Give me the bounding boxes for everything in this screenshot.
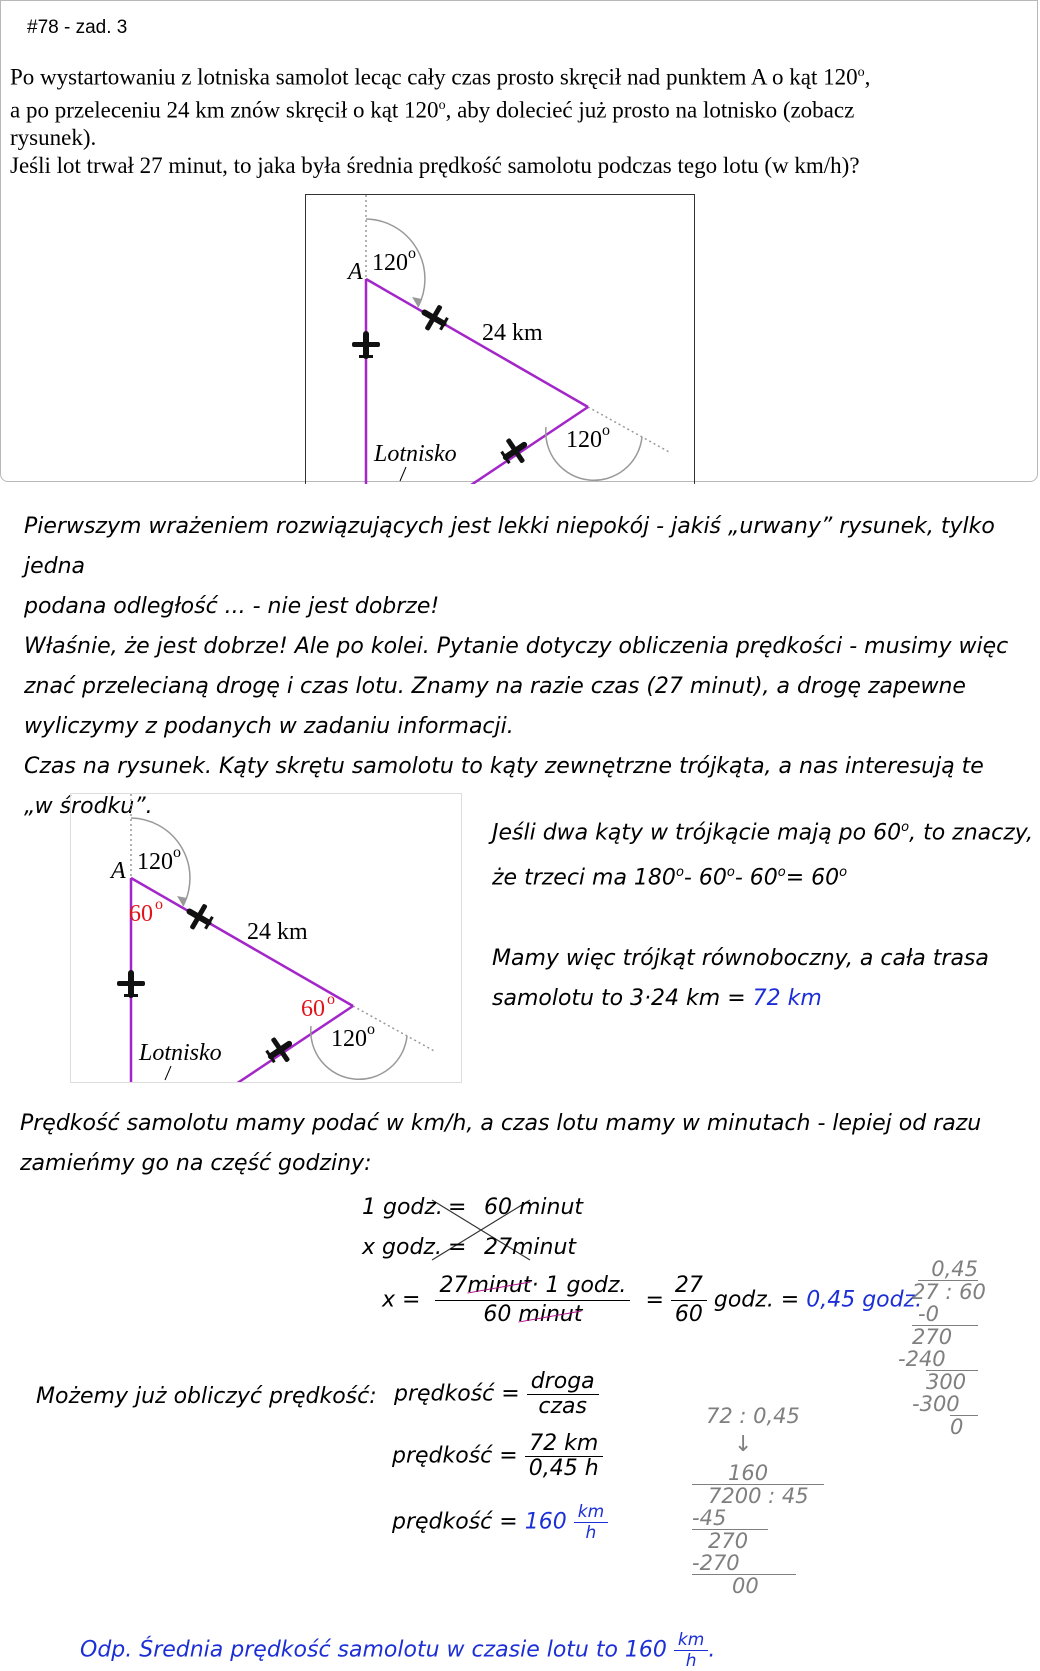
- airplane-icon: [180, 898, 218, 936]
- speed-unit: [574, 1502, 608, 1543]
- distance-label: 24 km: [247, 919, 308, 945]
- task-line-2: [10, 92, 1030, 125]
- speed-fraction: [527, 1370, 599, 1419]
- speed-word: prędkość: [394, 1381, 495, 1407]
- angle-label-a: 120: [137, 849, 173, 875]
- solution-line: Czas na rysunek. Kąty skrętu samolotu to kąty zewnętrzne trójkąta, a nas interesują te: [24, 754, 984, 779]
- angle-degree-a: o: [408, 245, 416, 262]
- task-line-2b: , aby dolecieć już prosto na lotnisko (zobacz: [445, 97, 855, 123]
- x-fraction-den: [435, 1301, 630, 1329]
- solution-line: Prędkość samolotu mamy podać w km/h, a czas lotu mamy w minutach - lepiej od razu: [20, 1111, 982, 1136]
- inner-angle-label-a: 60: [129, 901, 153, 927]
- x-result: 0,45 godz.: [806, 1287, 923, 1313]
- proportion-cell: 60 minut: [484, 1195, 584, 1220]
- frac-num: droga: [527, 1370, 599, 1395]
- task-box: [0, 0, 1038, 482]
- speed-word: prędkość: [392, 1509, 493, 1535]
- solution-line: Właśnie, że jest dobrze! Ale po kolei. Pytanie dotyczy obliczenia prędkości - musimy więc: [24, 634, 1009, 659]
- angle-label-b: 120: [331, 1026, 367, 1052]
- equals: =: [499, 1509, 518, 1535]
- answer: [80, 1630, 715, 1671]
- division-step: 270: [692, 1529, 768, 1552]
- division-step: -270: [692, 1551, 740, 1575]
- proportion-cell: =: [448, 1195, 467, 1220]
- solution-line: wyliczymy z podanych w zadaniu informacji.: [24, 714, 514, 739]
- task-id: #78 - zad. 3: [27, 17, 128, 38]
- fraction-27-60: [671, 1272, 707, 1329]
- frac-num: km: [674, 1630, 708, 1651]
- note-text: = 60: [785, 865, 840, 891]
- degree-sup: o: [857, 65, 865, 80]
- note-line-2: [492, 853, 1033, 898]
- airplane-icon: [415, 299, 453, 337]
- solution-line: „w środku”.: [24, 794, 153, 819]
- note-text: - 60: [683, 865, 727, 891]
- angle-label-a: 120: [372, 250, 408, 276]
- solution-intro: [24, 507, 1040, 827]
- angle-degree-b: o: [602, 422, 610, 439]
- note-line-3: Mamy więc trójkąt równoboczny, a cała trasa: [492, 945, 989, 971]
- total-distance: 72 km: [752, 985, 822, 1011]
- airplane-icon: [352, 331, 380, 359]
- division-step: -300: [912, 1392, 960, 1416]
- division-step: 300: [926, 1370, 978, 1393]
- point-a-label: A: [111, 858, 126, 884]
- answer-end: .: [708, 1637, 716, 1663]
- distance-label: 24 km: [482, 320, 543, 346]
- frac-part: · 1 godz.: [531, 1273, 627, 1298]
- division-step: 0: [950, 1415, 978, 1438]
- inner-angle-label-b: 60: [301, 996, 325, 1022]
- speed-formula-2: [392, 1432, 603, 1481]
- division-step: 270: [912, 1325, 978, 1348]
- note-line-4: [492, 979, 1033, 1019]
- airport-label: Lotnisko: [374, 441, 457, 467]
- note-line-1: [492, 808, 1033, 853]
- frac-den: 0,45 h: [528, 1456, 599, 1481]
- division-27-60: [898, 1257, 986, 1439]
- answer-text: Odp. Średnia prędkość samolotu w czasie lotu to 160: [80, 1637, 667, 1663]
- speed-result: 160: [524, 1509, 567, 1535]
- route-segment-2: [366, 279, 588, 407]
- note-text: , to znaczy,: [909, 820, 1034, 846]
- degree-sup: o: [839, 865, 848, 881]
- task-line-1: [10, 59, 1030, 92]
- division-expr: 27 : 60: [912, 1280, 986, 1304]
- solution-line: Pierwszym wrażeniem rozwiązujących jest lekki niepokój - jakiś „urwany” rysunek, tylko jedna: [24, 514, 995, 579]
- task-line-1-end: ,: [864, 64, 871, 90]
- division-step: -0: [918, 1302, 939, 1326]
- angle-degree-b: o: [367, 1021, 375, 1038]
- task-text: [10, 59, 1030, 180]
- degree-sup: o: [901, 820, 910, 835]
- equals: =: [501, 1381, 520, 1407]
- airport-pointer: [165, 1066, 171, 1080]
- solution-line: podana odległość ... - nie jest dobrze!: [24, 594, 440, 619]
- frac-part: 27: [439, 1273, 468, 1298]
- division-result: 0,45: [918, 1258, 978, 1281]
- speed-formula-3: [392, 1502, 608, 1543]
- frac-num: 27: [671, 1272, 707, 1301]
- inner-angle-degree-b: o: [327, 991, 335, 1008]
- degree-sup: o: [438, 97, 446, 113]
- inner-angle-degree-a: o: [155, 896, 163, 913]
- task-line-3: rysunek).: [10, 125, 97, 151]
- equals: =: [645, 1287, 664, 1313]
- cancelled-unit: minut: [467, 1273, 532, 1298]
- solution-line: znać przelecianą drogę i czas lotu. Znamy na razie czas (27 minut), a drogę zapewne: [24, 674, 966, 699]
- proportion-row-1: [362, 1188, 583, 1228]
- x-fraction-num: [435, 1272, 630, 1301]
- airport-label: Lotnisko: [139, 1040, 222, 1066]
- degree-sup: o: [777, 865, 786, 881]
- note-text: Jeśli dwa kąty w trójkącie mają po 60: [492, 820, 902, 846]
- proportion-cell: =: [448, 1235, 467, 1260]
- frac-den: h: [585, 1523, 597, 1543]
- angle-label-b: 120: [566, 427, 602, 453]
- division-result: 160: [692, 1462, 824, 1485]
- proportion-cell: x godz.: [362, 1235, 442, 1260]
- degree-sup: o: [726, 865, 735, 881]
- proportion-row-2: [362, 1228, 583, 1268]
- x-equation: [382, 1272, 922, 1329]
- speed-formula-1: [394, 1370, 599, 1419]
- task-line-4: Jeśli lot trwał 27 minut, to jaka była średnia prędkość samolotu podczas tego lotu (w km/h)?: [10, 153, 860, 179]
- division-step: -240: [898, 1347, 946, 1371]
- division-step: 00: [692, 1574, 796, 1597]
- arrow-down-icon: ↓: [734, 1432, 753, 1457]
- note-text: że trzeci ma 180: [492, 865, 676, 891]
- point-a-label: A: [348, 259, 363, 285]
- cancelled-unit: minut: [518, 1302, 583, 1327]
- proportion-cell: 1 godz.: [362, 1195, 443, 1220]
- task-line-2a: a po przeleceniu 24 km znów skręcił o kąt 120: [10, 97, 439, 123]
- route-segment-2: [131, 878, 353, 1006]
- frac-part: 60: [483, 1302, 512, 1327]
- solution-figure: [70, 793, 462, 1083]
- degree-sup: o: [675, 865, 684, 881]
- frac-den: h: [685, 1651, 697, 1671]
- frac-num: km: [574, 1502, 608, 1523]
- speed-fraction: [525, 1432, 603, 1481]
- task-figure: [305, 194, 695, 484]
- triangle-diagram: [306, 195, 695, 484]
- division-72-045: 72 : 0,45: [706, 1404, 800, 1428]
- speed-intro: Możemy już obliczyć prędkość:: [36, 1384, 377, 1409]
- x-equals: x =: [382, 1287, 421, 1313]
- proportion-cell: 27minut: [484, 1235, 577, 1260]
- division-7200-45: [692, 1462, 824, 1597]
- proportion: [362, 1188, 583, 1268]
- equals: =: [499, 1443, 518, 1469]
- note-text: samolotu to 3·24 km =: [492, 985, 753, 1011]
- spacer: [492, 899, 1033, 939]
- division-expr: 7200 : 45: [708, 1484, 809, 1508]
- task-line-1-text: Po wystartowaniu z lotniska samolot lecąc cały czas prosto skręcił nad punktem A o kąt 120: [10, 64, 858, 90]
- airport-pointer: [400, 467, 406, 481]
- note-text: - 60: [734, 865, 778, 891]
- x-fraction: [435, 1272, 630, 1329]
- angle-note: [492, 808, 1033, 1019]
- airplane-icon: [117, 970, 145, 998]
- godz-equals: godz. =: [713, 1287, 800, 1313]
- speed-word: prędkość: [392, 1443, 493, 1469]
- angle-degree-a: o: [173, 844, 181, 861]
- solution-line: zamieńmy go na część godziny:: [20, 1151, 372, 1176]
- frac-den: czas: [538, 1394, 587, 1419]
- answer-unit: [674, 1630, 708, 1671]
- triangle-diagram-angles: [71, 794, 462, 1083]
- frac-num: 72 km: [525, 1432, 603, 1457]
- conversion-intro: [20, 1104, 981, 1184]
- frac-den: 60: [674, 1302, 703, 1327]
- division-step: -45: [692, 1506, 727, 1530]
